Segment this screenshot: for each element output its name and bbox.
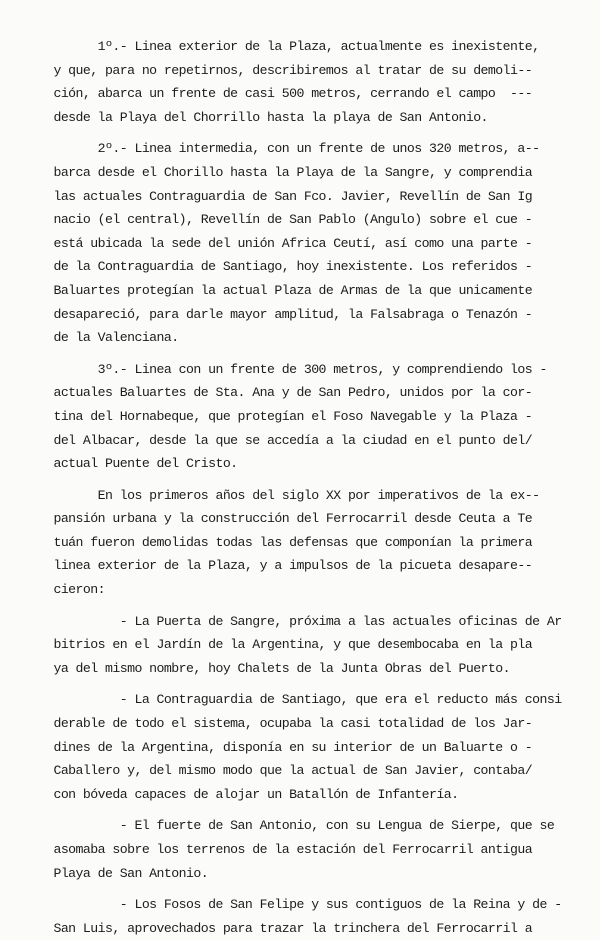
text-line: las actuales Contraguardia de San Fco. Javier, Revellín de San Ig <box>24 188 533 204</box>
text-line: 3º.- Linea con un frente de 300 metros, y comprendiendo los - <box>24 361 547 377</box>
text-line: derable de todo el sistema, ocupaba la casi totalidad de los Jar- <box>24 716 533 732</box>
text-line: Caballero y, del mismo modo que la actual de San Javier, contaba/ <box>24 763 533 779</box>
text-line: 1º.- Linea exterior de la Plaza, actualmente es inexistente, <box>24 39 540 54</box>
text-line: ción, abarca un frente de casi 500 metros, cerrando el campo --- <box>24 86 533 102</box>
text-line: actual Puente del Cristo. <box>24 456 238 472</box>
list-item-fosos-san-felipe <box>24 893 582 940</box>
text-line: - La Contraguardia de Santiago, que era el reducto más consi <box>24 692 562 708</box>
text-line: de la Valenciana. <box>24 330 179 346</box>
text-line: tuán fueron demolidas todas las defensas que componían la primera <box>24 534 533 550</box>
text-line: Baluartes protegían la actual Plaza de Armas de la que unicamente <box>24 282 533 298</box>
paragraph-early-20th-century <box>24 484 582 602</box>
text-line: linea exterior de la Plaza, y a impulsos de la picueta desapare-- <box>24 558 533 574</box>
text-line: desde la Playa del Chorrillo hasta la playa de San Antonio. <box>24 109 488 125</box>
paragraph-third-line <box>24 358 582 476</box>
text-line: dines de la Argentina, disponía en su interior de un Baluarte o - <box>24 739 533 755</box>
text-line: ya del mismo nombre, hoy Chalets de la Junta Obras del Puerto. <box>24 660 511 676</box>
text-line: pansión urbana y la construcción del Ferrocarril desde Ceuta a Te <box>24 511 533 527</box>
text-line: - La Puerta de Sangre, próxima a las actuales oficinas de Ar <box>24 613 562 629</box>
text-line: cieron: <box>24 582 106 598</box>
text-line: nacio (el central), Revellín de San Pablo (Angulo) sobre el cue - <box>24 212 533 228</box>
text-line: actuales Baluartes de Sta. Ana y de San Pedro, unidos por la cor- <box>24 385 533 401</box>
text-line: tina del Hornabeque, que protegían el Foso Navegable y la Plaza - <box>24 408 533 424</box>
text-line: San Luis, aprovechados para trazar la trinchera del Ferrocarril a <box>24 920 533 936</box>
text-line: del Albacar, desde la que se accedía a la ciudad en el punto del/ <box>24 432 533 448</box>
text-line: - Los Fosos de San Felipe y sus contiguos de la Reina y de - <box>24 897 562 913</box>
paragraph-first-line <box>24 35 582 129</box>
text-line: 2º.- Linea intermedia, con un frente de unos 320 metros, a-- <box>24 141 540 157</box>
text-line: asomaba sobre los terrenos de la estación del Ferrocarril antigua <box>24 842 533 857</box>
text-line: y que, para no repetirnos, describiremos al tratar de su demoli-- <box>24 62 533 78</box>
text-line: En los primeros años del siglo XX por imperativos de la ex-- <box>24 487 540 503</box>
text-line: barca desde el Chorillo hasta la Playa de la Sangre, y comprendia <box>24 164 533 180</box>
text-line: desapareció, para darle mayor amplitud, la Falsabraga o Tenazón - <box>24 306 533 322</box>
text-line: Playa de San Antonio. <box>24 865 209 881</box>
list-item-puerta-de-sangre <box>24 610 582 681</box>
text-line: de la Contraguardia de Santiago, hoy inexistente. Los referidos - <box>24 259 533 275</box>
paragraph-second-line <box>24 137 582 349</box>
text-line: - El fuerte de San Antonio, con su Lengua de Sierpe, que se <box>24 818 555 834</box>
text-line: con bóveda capaces de alojar un Batallón de Infantería. <box>24 786 459 802</box>
list-item-fuerte-san-antonio <box>24 814 582 885</box>
text-line: bitrios en el Jardín de la Argentina, y que desembocaba en la pla <box>24 637 533 653</box>
text-line: está ubicada la sede del unión Africa Ceutí, así como una parte - <box>24 235 533 251</box>
